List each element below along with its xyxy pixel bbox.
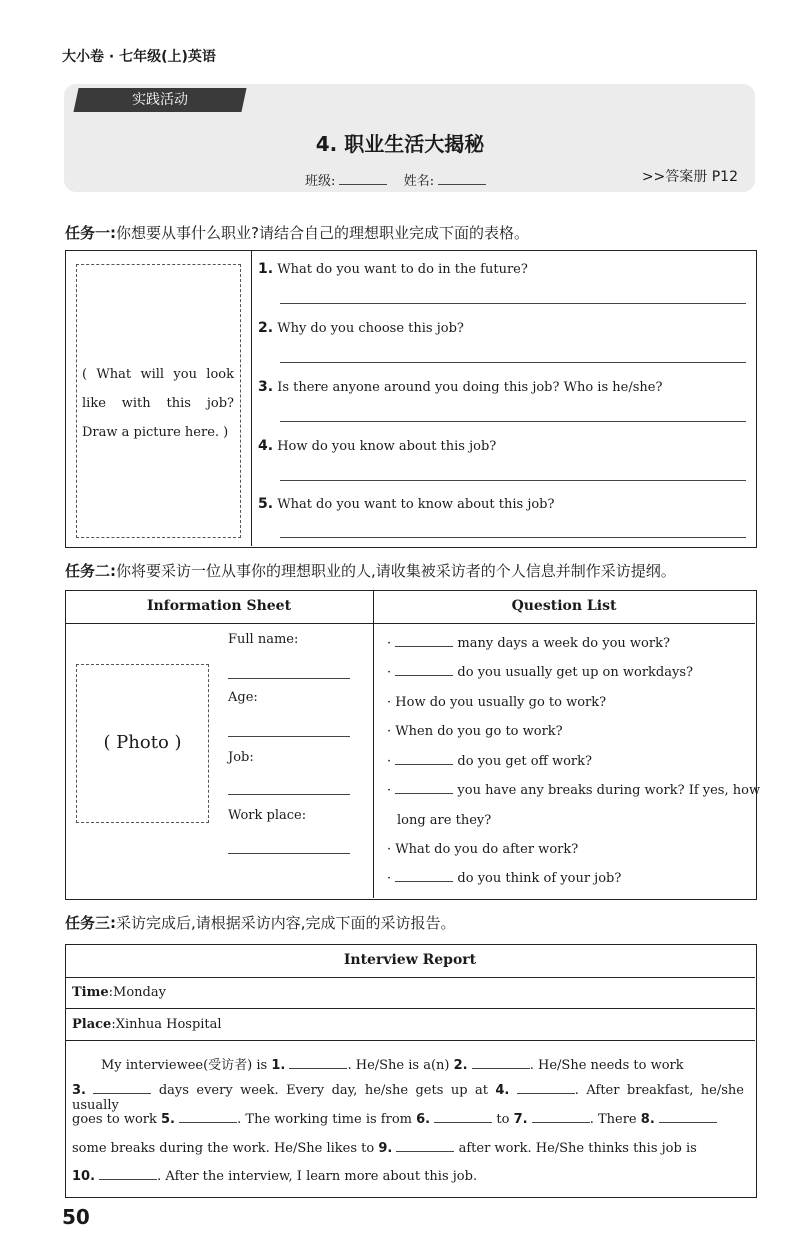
task2-header-divider bbox=[65, 623, 755, 624]
unit-title: 4. 职业生活大揭秘 bbox=[315, 132, 485, 156]
answer-line[interactable] bbox=[280, 362, 746, 363]
question-item: · you have any breaks during work? If yes, how bbox=[387, 783, 761, 798]
answer-reference: >>答案册 P12 bbox=[641, 169, 738, 185]
question-item: · do you usually get up on workdays? bbox=[387, 665, 693, 680]
question-blank[interactable] bbox=[395, 646, 453, 647]
field-blank[interactable] bbox=[228, 853, 350, 854]
report-divider bbox=[65, 1008, 755, 1009]
report-blank[interactable] bbox=[93, 1093, 151, 1094]
question-item: · many days a week do you work? bbox=[387, 636, 670, 651]
class-blank[interactable] bbox=[339, 184, 387, 185]
task1-divider bbox=[251, 250, 252, 546]
report-blank[interactable] bbox=[99, 1179, 157, 1180]
report-divider bbox=[65, 1040, 755, 1041]
report-blank[interactable] bbox=[396, 1151, 454, 1152]
info-sheet-header: Information Sheet bbox=[146, 598, 292, 614]
report-line-2: 3. days every week. Every day, he/she gets up at 4. . After breakfast, he/she usually bbox=[72, 1083, 744, 1113]
question-item: · How do you usually go to work? bbox=[387, 695, 607, 710]
report-blank[interactable] bbox=[532, 1122, 590, 1123]
task1-heading: 任务一:你想要从事什么职业?请结合自己的理想职业完成下面的表格。 bbox=[65, 224, 529, 242]
field-label: Age: bbox=[228, 690, 258, 705]
photo-label: ( Photo ) bbox=[103, 732, 182, 753]
report-blank[interactable] bbox=[517, 1093, 575, 1094]
answer-line[interactable] bbox=[280, 303, 746, 304]
section-tag: 实践活动 bbox=[73, 88, 246, 112]
page-number: 50 bbox=[62, 1205, 90, 1229]
task1-question: 3. Is there anyone around you doing this job? Who is he/she? bbox=[258, 379, 663, 395]
field-label: Full name: bbox=[228, 632, 299, 647]
report-line-1: My interviewee(受访者) is 1. . He/She is a(n) 2. . He/She needs to work bbox=[100, 1058, 684, 1073]
answer-line[interactable] bbox=[280, 480, 746, 481]
task2-divider bbox=[373, 590, 374, 898]
report-time: Time:Monday bbox=[72, 985, 166, 1000]
report-blank[interactable] bbox=[659, 1122, 717, 1123]
report-title: Interview Report bbox=[343, 952, 477, 968]
report-place: Place:Xinhua Hospital bbox=[72, 1017, 222, 1032]
question-item: long are they? bbox=[397, 813, 492, 828]
class-name-line: 班级: 姓名: bbox=[305, 170, 490, 189]
report-blank[interactable] bbox=[472, 1068, 530, 1069]
task3-heading: 任务三:采访完成后,请根据采访内容,完成下面的采访报告。 bbox=[65, 914, 456, 932]
report-blank[interactable] bbox=[434, 1122, 492, 1123]
question-item: · do you get off work? bbox=[387, 754, 592, 769]
task1-question: 4. How do you know about this job? bbox=[258, 438, 497, 454]
field-blank[interactable] bbox=[228, 678, 350, 679]
field-label: Work place: bbox=[228, 808, 307, 823]
answer-line[interactable] bbox=[280, 421, 746, 422]
question-list-header: Question List bbox=[511, 598, 617, 614]
question-blank[interactable] bbox=[395, 793, 453, 794]
question-blank[interactable] bbox=[395, 764, 453, 765]
question-item: · do you think of your job? bbox=[387, 871, 622, 886]
question-blank[interactable] bbox=[395, 881, 453, 882]
question-item: · What do you do after work? bbox=[387, 842, 579, 857]
task1-question: 1. What do you want to do in the future? bbox=[258, 261, 528, 277]
report-divider bbox=[65, 977, 755, 978]
report-line-3: goes to work 5. . The working time is from 6. to 7. . There 8. bbox=[72, 1112, 744, 1127]
task1-question: 5. What do you want to know about this job? bbox=[258, 496, 555, 512]
task1-question: 2. Why do you choose this job? bbox=[258, 320, 464, 336]
question-blank[interactable] bbox=[395, 675, 453, 676]
picture-prompt: ( What will you look like with this job? Draw a picture here. ) bbox=[82, 367, 234, 440]
field-blank[interactable] bbox=[228, 794, 350, 795]
report-line-4: some breaks during the work. He/She likes to 9. after work. He/She thinks this job is bbox=[72, 1141, 697, 1156]
answer-line[interactable] bbox=[280, 537, 746, 538]
report-line-5: 10. . After the interview, I learn more about this job. bbox=[72, 1169, 478, 1184]
name-blank[interactable] bbox=[438, 184, 486, 185]
field-label: Job: bbox=[228, 750, 254, 765]
book-title: 大小卷 · 七年级(上)英语 bbox=[62, 49, 216, 65]
task2-heading: 任务二:你将要采访一位从事你的理想职业的人,请收集被采访者的个人信息并制作采访提纲。 bbox=[65, 562, 676, 580]
question-item: · When do you go to work? bbox=[387, 724, 563, 739]
field-blank[interactable] bbox=[228, 736, 350, 737]
report-blank[interactable] bbox=[179, 1122, 237, 1123]
report-blank[interactable] bbox=[289, 1068, 347, 1069]
